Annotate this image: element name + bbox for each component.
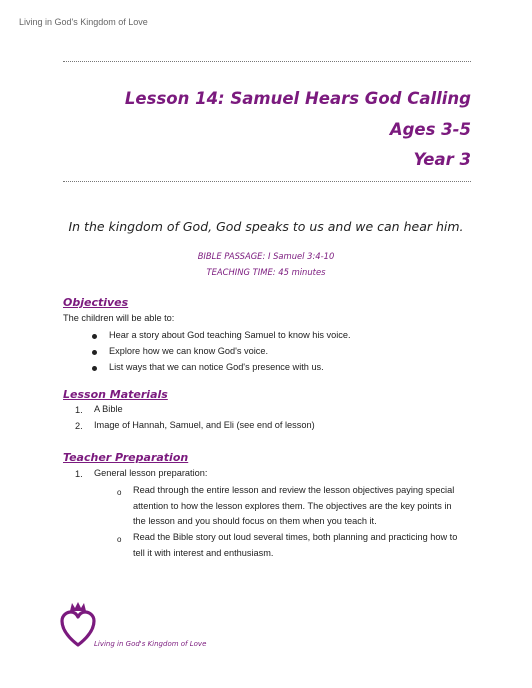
objectives-heading: Objectives [63,296,129,309]
objective-item: List ways that we can notice God's presence with us. [109,362,324,372]
list-number: 1. [75,405,83,415]
materials-heading: Lesson Materials [63,388,168,401]
footer-text: Living in God's Kingdom of Love [94,640,207,648]
list-number: 1. [75,469,83,479]
bullet-icon [92,366,97,371]
preparation-subitem-line: Read the Bible story out loud several times, both planning and practicing how to [133,532,458,542]
dotted-divider-top [63,61,471,62]
preparation-subitem-line: tell it with interest and enthusiasm. [133,548,274,558]
running-header: Living in God's Kingdom of Love [19,17,148,27]
bullet-icon [92,334,97,339]
preparation-subitem-line: Read through the entire lesson and review the lesson objectives paying special [133,485,455,495]
sub-bullet-icon: o [117,488,122,497]
crown-heart-logo-icon [60,601,96,649]
objectives-intro: The children will be able to: [63,313,175,323]
dotted-divider-bottom [63,181,471,182]
material-item: A Bible [94,404,123,414]
objective-item: Hear a story about God teaching Samuel to know his voice. [109,330,351,340]
preparation-item: General lesson preparation: [94,468,208,478]
objective-item: Explore how we can know God's voice. [109,346,269,356]
lesson-ages: Ages 3-5 [389,120,471,139]
list-number: 2. [75,421,83,431]
material-item: Image of Hannah, Samuel, and Eli (see end of lesson) [94,420,315,430]
bullet-icon [92,350,97,355]
lesson-title: Lesson 14: Samuel Hears God Calling [124,89,471,108]
lesson-year: Year 3 [413,150,471,169]
lesson-theme: In the kingdom of God, God speaks to us and we can hear him. [68,219,464,234]
preparation-subitem-line: attention to how the lesson explores them. The objectives are the key points in [133,501,452,511]
sub-bullet-icon: o [117,535,122,544]
preparation-heading: Teacher Preparation [63,451,189,464]
teaching-time: TEACHING TIME: 45 minutes [206,267,326,277]
preparation-subitem-line: the lesson and you should focus on them when you teach it. [133,516,377,526]
bible-passage: BIBLE PASSAGE: I Samuel 3:4-10 [197,251,335,261]
